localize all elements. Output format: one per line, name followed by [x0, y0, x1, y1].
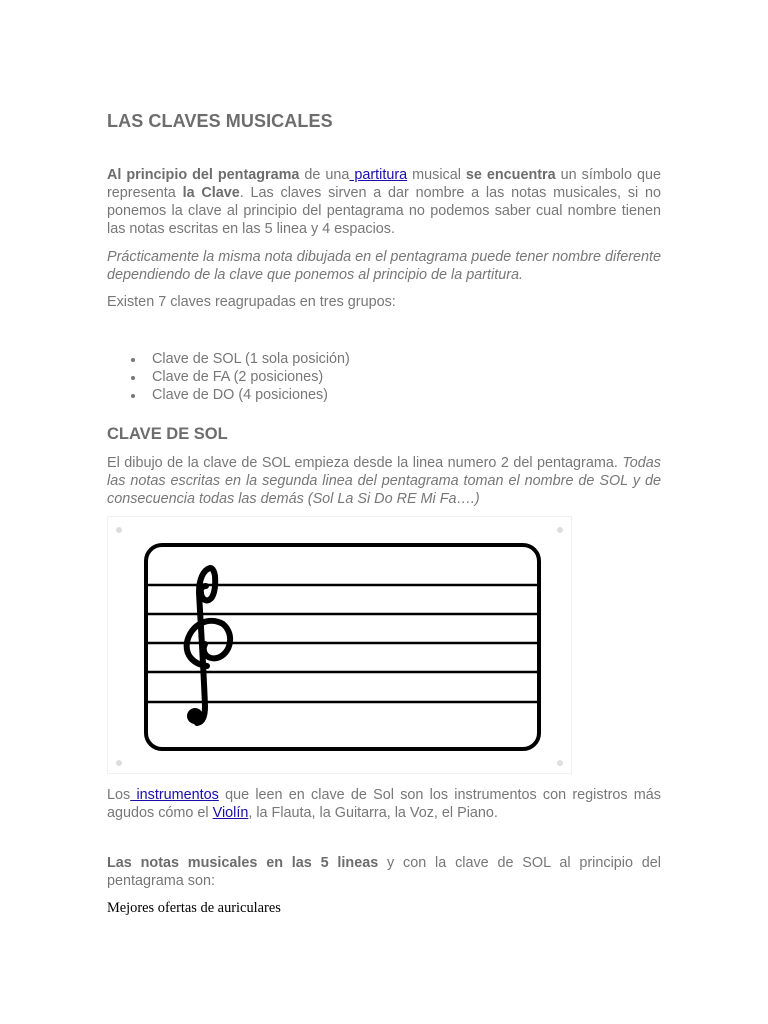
- intro-paragraph: [107, 166, 661, 238]
- italic-note: Prácticamente la misma nota dibujada en el pentagrama puede tener nombre diferente dependiendo de la clave que ponemos al principio de la partitura.: [107, 249, 661, 283]
- clef-list: [107, 350, 350, 404]
- notes-paragraph: [107, 854, 661, 890]
- intro-text-3: un símbolo que representa: [107, 167, 661, 201]
- page-title: LAS CLAVES MUSICALES: [107, 111, 333, 131]
- partitura-link[interactable]: partitura: [349, 167, 408, 183]
- notes-text: y con la clave de SOL al principio del pentagrama son:: [107, 855, 661, 889]
- notes-bold: Las notas musicales en las 5 lineas: [107, 855, 379, 871]
- staff-image: [107, 516, 572, 774]
- image-handle-dot: [557, 527, 563, 533]
- intro-bold-2: se encuentra: [465, 167, 556, 183]
- image-handle-dot: [116, 760, 122, 766]
- list-item: Clave de FA (2 posiciones): [152, 368, 350, 386]
- instruments-text-2: que leen en clave de Sol son los instrumentos con registros más agudos cómo el: [107, 787, 661, 821]
- intro-text-1: de una: [299, 167, 350, 183]
- sol-paragraph: [107, 454, 661, 508]
- list-item: Clave de DO (4 posiciones): [152, 386, 350, 404]
- instrumentos-link[interactable]: instrumentos: [130, 787, 219, 803]
- intro-bold-3: la Clave: [182, 185, 240, 201]
- instruments-text-3: , la Flauta, la Guitarra, la Voz, el Piano.: [248, 805, 498, 821]
- groups-intro: Existen 7 claves reagrupadas en tres grupos:: [107, 294, 396, 310]
- sol-italic: Todas las notas escritas en la segunda linea del pentagrama toman el nombre de SOL y de consecuencia todas las demás (Sol La Si Do RE Mi Fa….): [107, 455, 661, 507]
- sol-text: El dibujo de la clave de SOL empieza desde la linea numero 2 del pentagrama.: [107, 455, 623, 471]
- list-item: Clave de SOL (1 sola posición): [152, 351, 350, 367]
- instruments-text-1: Los: [107, 787, 131, 803]
- intro-text-2: musical: [407, 167, 466, 183]
- intro-bold-1: Al principio del pentagrama: [107, 167, 300, 183]
- instruments-paragraph: [107, 786, 661, 822]
- image-handle-dot: [116, 527, 122, 533]
- intro-text-4: . Las claves sirven a dar nombre a las notas musicales, si no ponemos la clave al principio del pentagrama no podemos saber cual nombre tienen las notas escritas en las 5 linea y 4 espacios.: [107, 185, 662, 237]
- image-handle-dot: [557, 760, 563, 766]
- treble-clef-figure: [107, 516, 572, 774]
- section-title-clave-de-sol: CLAVE DE SOL: [107, 425, 228, 443]
- ad-link[interactable]: Mejores ofertas de auriculares: [107, 900, 281, 916]
- violin-link[interactable]: Violín: [212, 805, 249, 821]
